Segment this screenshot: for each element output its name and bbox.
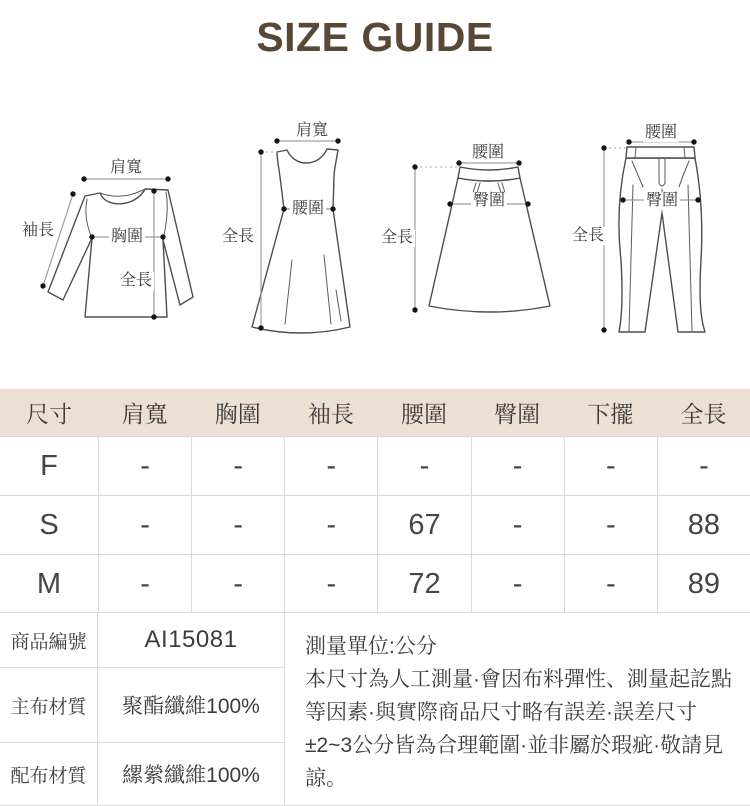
main-fabric-value: 聚酯纖維100% [98,668,285,743]
measurement-disclaimer: 本尺寸為人工測量·會因布料彈性、測量起訖點等因素·與實際商品尺寸略有誤差·誤差尺寸±2~3公分皆為合理範圍·並非屬於瑕疵·敬請見諒。 [305,668,732,790]
col-header-bust: 胸圍 [214,401,261,427]
accent-fabric-label: 配布材質 [0,743,98,805]
value-cell: - [98,496,191,554]
value-cell: - [564,555,657,613]
col-header-waist: 腰圍 [400,401,447,427]
accent-fabric-value: 縲縈纖維100% [98,743,285,805]
col-header-size: 尺寸 [26,401,72,427]
size-row-s [0,495,750,554]
value-cell: - [284,555,377,613]
pants-length-label: 全長 [571,227,605,245]
value-cell: - [98,555,191,613]
value-cell: - [191,437,284,495]
value-cell: - [471,496,564,554]
shirt-diagram [40,176,193,319]
size-table [0,389,750,613]
pants-diagram [601,139,705,332]
value-cell: 89 [657,555,750,613]
product-code-value: AI15081 [98,613,285,668]
garment-diagrams [0,95,750,367]
size-row-f [0,436,750,495]
measurement-notes [285,613,750,805]
page-title: SIZE GUIDE [256,14,494,60]
value-cell: - [471,555,564,613]
value-cell: 67 [377,496,470,554]
skirt-length-label: 全長 [380,229,414,247]
value-cell: - [191,555,284,613]
value-cell: - [564,496,657,554]
shirt-bust-label: 胸圍 [110,228,144,246]
value-cell: - [98,437,191,495]
value-cell: 88 [657,496,750,554]
main-fabric-label: 主布材質 [0,668,98,743]
value-cell: - [471,437,564,495]
value-cell: - [284,496,377,554]
dress-diagram [252,138,350,333]
col-header-hip: 臀圍 [494,401,541,427]
value-cell: - [191,496,284,554]
shirt-length-label: 全長 [119,272,153,290]
pants-waist-label: 腰圍 [644,124,678,142]
value-cell: 72 [377,555,470,613]
measurement-unit-line: 測量單位:公分 [305,635,437,658]
size-table-header [0,389,750,436]
value-cell: - [377,437,470,495]
dress-shoulder-label: 肩寬 [295,122,329,140]
shirt-shoulder-label: 肩寬 [109,159,143,177]
skirt-diagram [412,160,550,312]
dress-length-label: 全長 [221,228,255,246]
col-header-sleeve: 袖長 [307,401,354,427]
skirt-hip-label: 臀圍 [472,192,506,210]
product-code-label: 商品編號 [0,613,98,668]
pants-hip-label: 臀圍 [645,192,679,210]
shirt-sleeve-label: 袖長 [21,222,55,240]
value-cell: - [657,437,750,495]
col-header-length: 全長 [680,401,727,427]
value-cell: - [564,437,657,495]
size-row-m [0,554,750,613]
dress-waist-label: 腰圍 [291,200,325,218]
col-header-shoulder: 肩寬 [121,401,168,427]
col-header-hem: 下擺 [587,401,634,427]
size-cell: M [36,567,62,600]
product-info-table [0,612,750,806]
size-cell: S [39,508,59,541]
skirt-waist-label: 腰圍 [471,144,505,162]
size-cell: F [40,449,58,482]
value-cell: - [284,437,377,495]
